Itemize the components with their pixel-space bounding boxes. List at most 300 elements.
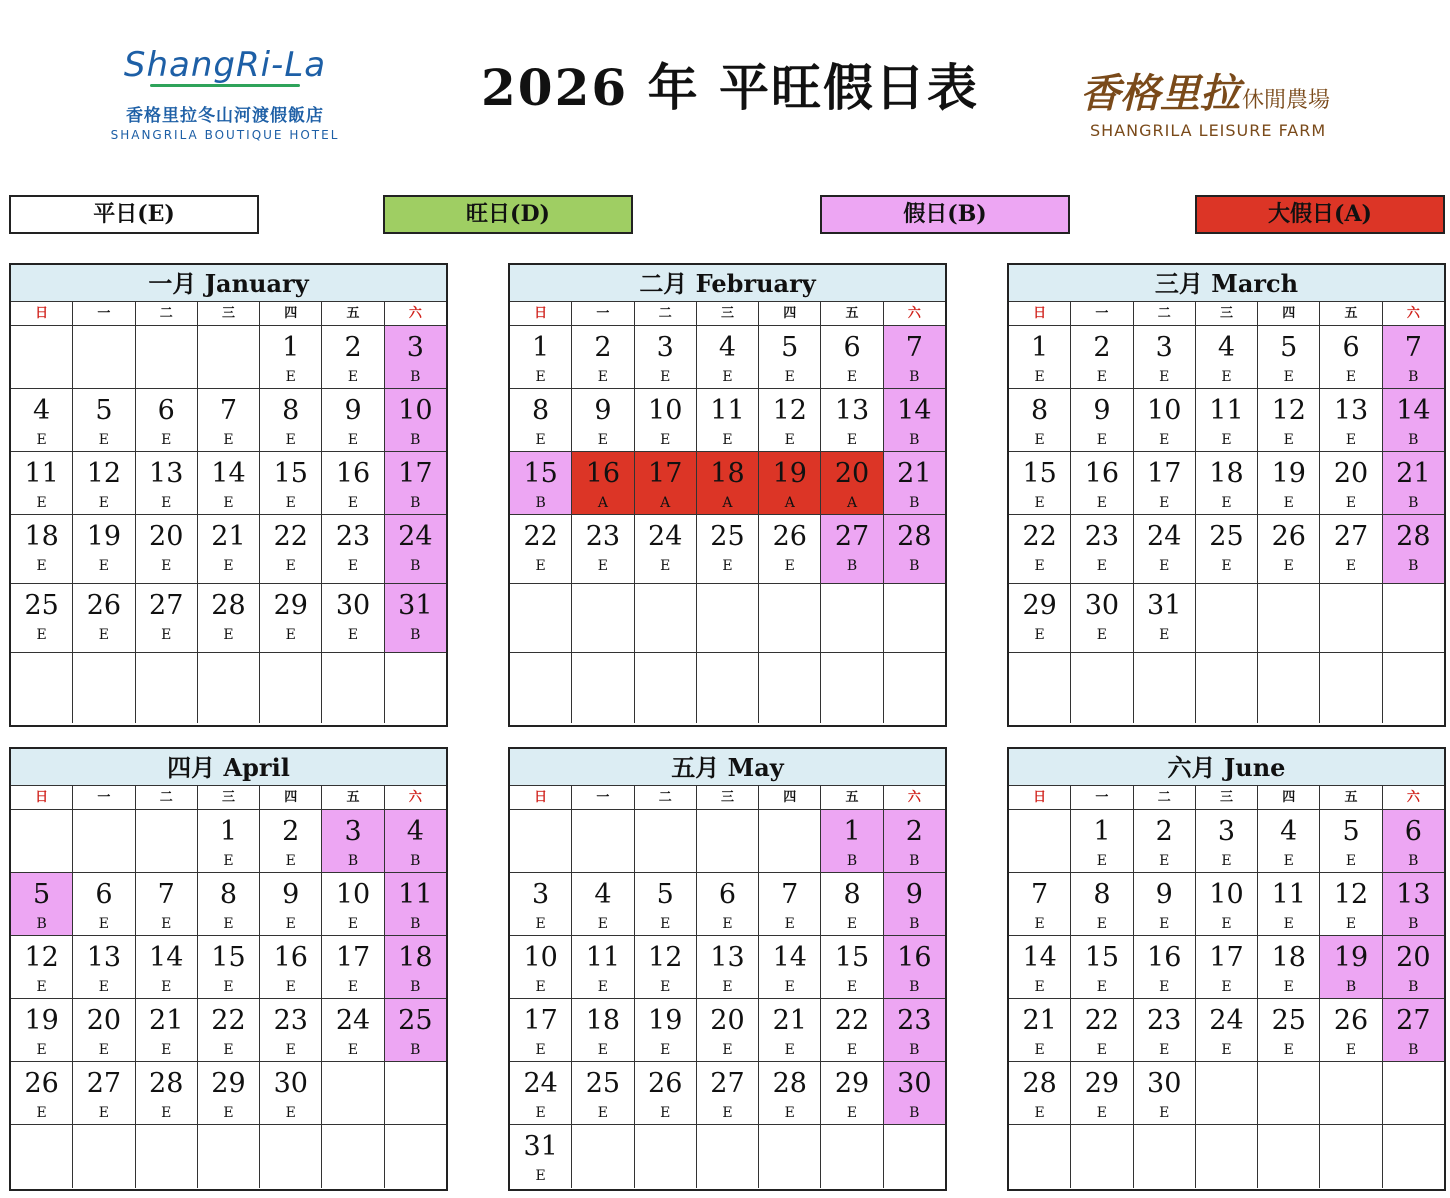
week-row (510, 936, 945, 999)
day-type-code: E (846, 916, 858, 932)
day-cell (1071, 810, 1133, 872)
day-cell (11, 1062, 73, 1124)
weekday-label: 四 (260, 302, 322, 325)
empty-cell (1383, 584, 1444, 652)
day-number: 3 (1155, 332, 1173, 363)
day-type-code: E (98, 916, 110, 932)
day-cell (759, 873, 821, 935)
day-cell (1009, 1062, 1071, 1124)
day-cell (510, 515, 572, 583)
weekday-label: 五 (322, 302, 384, 325)
empty-cell (385, 1062, 446, 1124)
day-cell (260, 515, 322, 583)
day-number: 27 (1396, 1005, 1431, 1036)
day-cell (198, 1062, 260, 1124)
day-type-code: E (1221, 1042, 1232, 1058)
day-number: 3 (656, 332, 674, 363)
day-type-code: E (784, 916, 795, 932)
week-row (11, 810, 446, 873)
week-row (510, 810, 945, 873)
empty-cell (1071, 1125, 1133, 1188)
empty-cell (697, 810, 759, 872)
day-type-code: E (161, 1105, 172, 1121)
day-number: 3 (406, 332, 424, 363)
day-cell (11, 584, 73, 652)
day-cell (759, 389, 821, 451)
day-number: 3 (344, 816, 362, 847)
day-cell (1258, 515, 1320, 583)
empty-cell (73, 1125, 135, 1188)
day-cell (260, 326, 322, 388)
day-cell (1134, 936, 1196, 998)
week-row (11, 653, 446, 723)
empty-cell (1320, 1125, 1382, 1188)
day-number: 27 (1333, 521, 1369, 552)
day-cell (510, 389, 572, 451)
day-cell (322, 873, 384, 935)
weekday-label: 四 (759, 302, 821, 325)
day-cell (510, 452, 572, 514)
day-cell (260, 389, 322, 451)
day-type-code: E (98, 432, 110, 448)
day-cell (1009, 452, 1071, 514)
day-cell (821, 515, 883, 583)
day-type-code: B (909, 558, 920, 574)
empty-cell (759, 1125, 821, 1188)
day-number: 31 (1147, 590, 1182, 621)
day-type-code: E (722, 432, 733, 448)
day-number: 1 (532, 332, 550, 363)
day-type-code: E (784, 1042, 795, 1058)
day-type-code: E (1221, 979, 1232, 995)
day-cell (1258, 936, 1320, 998)
day-number: 7 (157, 879, 175, 910)
day-number: 10 (1147, 395, 1182, 426)
day-type-code: E (347, 369, 359, 385)
day-number: 21 (897, 458, 932, 489)
empty-cell (11, 326, 73, 388)
day-number: 21 (1396, 458, 1431, 489)
day-type-code: E (285, 916, 296, 932)
day-type-code: E (660, 979, 671, 995)
day-number: 24 (1147, 521, 1182, 552)
day-number: 19 (1271, 458, 1306, 489)
day-number: 17 (1209, 942, 1244, 973)
day-number: 31 (398, 590, 433, 621)
day-type-code: B (410, 369, 421, 385)
day-number: 22 (523, 521, 558, 552)
day-type-code: E (223, 627, 234, 643)
day-number: 10 (335, 879, 371, 910)
day-number: 24 (1209, 1005, 1244, 1036)
day-number: 15 (1022, 458, 1057, 489)
day-type-code: E (36, 627, 47, 643)
day-cell (510, 1062, 572, 1124)
day-cell (510, 999, 572, 1061)
day-type-code: B (410, 1042, 421, 1058)
day-type-code: E (347, 495, 359, 511)
day-number: 26 (24, 1068, 59, 1099)
empty-cell (635, 653, 697, 723)
day-number: 16 (1084, 458, 1120, 489)
day-cell (322, 515, 384, 583)
empty-cell (697, 584, 759, 652)
weekday-header (11, 786, 446, 810)
day-number: 9 (905, 879, 923, 910)
day-type-code: E (1096, 495, 1108, 511)
weekday-label: 一 (73, 302, 135, 325)
legend-peak-day: 旺日(D) (383, 195, 633, 234)
day-type-code: E (285, 1105, 296, 1121)
day-number: 16 (1147, 942, 1182, 973)
day-cell (635, 936, 697, 998)
day-cell (1258, 873, 1320, 935)
day-cell (697, 999, 759, 1061)
weekday-label: 日 (1009, 786, 1071, 809)
weekday-header (510, 786, 945, 810)
day-cell (884, 452, 945, 514)
day-type-code: B (1408, 916, 1419, 932)
day-cell (884, 326, 945, 388)
day-type-code: E (535, 1105, 546, 1121)
weekday-label: 五 (821, 786, 883, 809)
day-cell (572, 1062, 634, 1124)
day-type-code: E (285, 853, 296, 869)
day-number: 26 (648, 1068, 683, 1099)
weekday-label: 六 (408, 790, 422, 805)
day-type-code: E (660, 1042, 671, 1058)
day-type-code: A (784, 495, 795, 511)
day-cell (73, 873, 135, 935)
day-type-code: E (1096, 1105, 1108, 1121)
day-type-code: E (597, 979, 609, 995)
day-number: 24 (523, 1068, 558, 1099)
day-cell (385, 873, 446, 935)
weekday-label: 二 (1134, 786, 1196, 809)
hotel-name-cn: 香格里拉冬山河渡假飯店 (126, 106, 324, 126)
day-number: 13 (1333, 395, 1369, 426)
day-type-code: B (410, 432, 421, 448)
day-number: 30 (273, 1068, 308, 1099)
day-type-code: E (285, 979, 296, 995)
day-number: 7 (781, 879, 799, 910)
day-number: 15 (273, 458, 308, 489)
day-type-code: E (722, 916, 733, 932)
day-cell (260, 810, 322, 872)
day-cell (759, 999, 821, 1061)
day-cell (1196, 389, 1258, 451)
day-type-code: E (1283, 432, 1294, 448)
day-number: 25 (1271, 1005, 1306, 1036)
day-type-code: E (223, 979, 234, 995)
empty-cell (635, 1125, 697, 1188)
empty-cell (1258, 1125, 1320, 1188)
day-cell (1196, 452, 1258, 514)
empty-cell (821, 584, 883, 652)
weekday-label: 五 (821, 302, 883, 325)
day-number: 13 (834, 395, 870, 426)
day-type-code: E (1221, 432, 1232, 448)
day-number: 1 (219, 816, 238, 847)
day-type-code: E (1283, 979, 1294, 995)
day-cell (1071, 389, 1133, 451)
day-number: 23 (585, 521, 621, 552)
day-cell (11, 999, 73, 1061)
day-number: 18 (585, 1005, 621, 1036)
day-type-code: E (722, 558, 733, 574)
day-number: 25 (710, 521, 745, 552)
day-type-code: E (535, 1042, 546, 1058)
farm-logo (1080, 62, 1380, 142)
weekday-label: 二 (136, 786, 198, 809)
day-type-code: E (36, 1042, 47, 1058)
empty-cell (136, 326, 198, 388)
empty-cell (1383, 1062, 1444, 1124)
week-row (1009, 936, 1444, 999)
week-row (11, 1062, 446, 1125)
empty-cell (322, 653, 384, 723)
day-number: 11 (398, 879, 433, 910)
day-cell (260, 936, 322, 998)
day-number: 27 (149, 590, 184, 621)
day-cell (260, 1062, 322, 1124)
day-type-code: E (1034, 1105, 1045, 1121)
day-type-code: E (1096, 1042, 1108, 1058)
day-cell (572, 936, 634, 998)
day-type-code: E (223, 916, 234, 932)
day-type-code: B (909, 916, 920, 932)
day-cell (635, 873, 697, 935)
day-type-code: B (1408, 432, 1419, 448)
day-type-code: E (597, 916, 609, 932)
day-number: 9 (594, 395, 612, 426)
day-number: 11 (24, 458, 59, 489)
day-cell (1320, 515, 1382, 583)
day-cell (198, 584, 260, 652)
day-cell (635, 452, 697, 514)
day-cell (821, 873, 883, 935)
week-row (11, 389, 446, 452)
day-cell (1320, 873, 1382, 935)
day-number: 27 (834, 521, 870, 552)
day-number: 6 (1404, 816, 1422, 847)
weekday-header (510, 302, 945, 326)
empty-cell (884, 653, 945, 723)
day-type-code: E (161, 627, 172, 643)
day-type-code: E (161, 495, 172, 511)
day-number: 23 (273, 1005, 308, 1036)
day-type-code: E (1345, 916, 1357, 932)
day-type-code: E (1159, 627, 1170, 643)
day-number: 12 (1333, 879, 1369, 910)
day-type-code: E (1034, 627, 1045, 643)
empty-cell (1320, 584, 1382, 652)
empty-cell (1009, 1125, 1071, 1188)
weekday-label: 六 (907, 306, 921, 321)
day-type-code: E (36, 495, 47, 511)
day-cell (385, 452, 446, 514)
empty-cell (1196, 653, 1258, 723)
week-row (510, 653, 945, 723)
day-number: 4 (1217, 332, 1236, 363)
month-february (508, 263, 947, 727)
day-type-code: E (1159, 853, 1170, 869)
day-cell (322, 810, 384, 872)
week-row (510, 584, 945, 653)
day-cell (1258, 810, 1320, 872)
day-number: 23 (1084, 521, 1120, 552)
day-type-code: E (1221, 558, 1232, 574)
empty-cell (1196, 1062, 1258, 1124)
day-type-code: B (909, 1042, 920, 1058)
day-cell (73, 389, 135, 451)
day-number: 15 (211, 942, 246, 973)
day-number: 13 (710, 942, 745, 973)
day-type-code: E (1345, 558, 1357, 574)
empty-cell (572, 1125, 634, 1188)
month-may (508, 747, 947, 1191)
week-row (11, 873, 446, 936)
empty-cell (759, 653, 821, 723)
day-cell (385, 999, 446, 1061)
day-type-code: B (909, 853, 920, 869)
day-cell (821, 452, 883, 514)
day-type-code: E (535, 916, 546, 932)
empty-cell (1383, 1125, 1444, 1188)
day-type-code: B (909, 1105, 920, 1121)
day-number: 11 (1209, 395, 1244, 426)
day-cell (73, 584, 135, 652)
day-number: 4 (406, 816, 424, 847)
day-type-code: E (98, 1105, 110, 1121)
day-cell (821, 389, 883, 451)
month-april (9, 747, 448, 1191)
day-type-code: E (1096, 979, 1108, 995)
week-row (1009, 584, 1444, 653)
day-type-code: E (1034, 369, 1045, 385)
day-type-code: B (909, 432, 920, 448)
day-type-code: B (909, 369, 920, 385)
day-cell (697, 936, 759, 998)
day-type-code: E (722, 1042, 733, 1058)
week-row (1009, 810, 1444, 873)
hotel-logo (100, 40, 350, 150)
weekday-label: 三 (1196, 786, 1258, 809)
day-number: 24 (335, 1005, 371, 1036)
day-cell (884, 515, 945, 583)
month-title: 四月 April (11, 749, 446, 786)
day-number: 13 (149, 458, 184, 489)
day-type-code: B (1408, 853, 1419, 869)
day-number: 13 (86, 942, 122, 973)
day-number: 19 (648, 1005, 683, 1036)
empty-cell (1196, 584, 1258, 652)
day-cell (11, 873, 73, 935)
day-number: 4 (33, 395, 51, 426)
day-cell (1134, 326, 1196, 388)
day-number: 29 (211, 1068, 246, 1099)
day-cell (1134, 515, 1196, 583)
day-cell (884, 936, 945, 998)
weekday-label: 六 (1406, 306, 1420, 321)
day-type-code: E (36, 432, 47, 448)
day-type-code: B (846, 558, 858, 574)
day-number: 6 (843, 332, 861, 363)
empty-cell (821, 653, 883, 723)
day-type-code: A (722, 495, 733, 511)
empty-cell (1009, 810, 1071, 872)
day-type-code: E (161, 916, 172, 932)
day-cell (198, 873, 260, 935)
day-cell (572, 389, 634, 451)
day-type-code: B (410, 558, 421, 574)
day-type-code: B (909, 979, 920, 995)
day-number: 20 (1333, 458, 1369, 489)
weekday-label: 四 (759, 786, 821, 809)
empty-cell (260, 1125, 322, 1188)
day-number: 6 (157, 395, 175, 426)
day-type-code: E (1159, 979, 1170, 995)
weekday-label: 三 (697, 302, 759, 325)
day-cell (1009, 515, 1071, 583)
day-cell (1009, 873, 1071, 935)
day-cell (136, 999, 198, 1061)
day-cell (198, 515, 260, 583)
weekday-label: 二 (635, 786, 697, 809)
empty-cell (697, 1125, 759, 1188)
week-row (510, 515, 945, 584)
day-cell (385, 584, 446, 652)
day-number: 5 (1342, 816, 1360, 847)
day-number: 25 (1209, 521, 1244, 552)
empty-cell (1320, 1062, 1382, 1124)
empty-cell (136, 1125, 198, 1188)
day-type-code: E (784, 432, 795, 448)
empty-cell (635, 584, 697, 652)
day-cell (385, 389, 446, 451)
month-march (1007, 263, 1446, 727)
day-type-code: E (846, 432, 858, 448)
day-cell (198, 389, 260, 451)
day-number: 2 (1155, 816, 1173, 847)
weekday-header (11, 302, 446, 326)
day-cell (572, 873, 634, 935)
weekday-label: 一 (73, 786, 135, 809)
day-number: 17 (523, 1005, 558, 1036)
day-cell (1071, 936, 1133, 998)
day-type-code: E (1283, 558, 1294, 574)
empty-cell (1134, 653, 1196, 723)
day-type-code: B (410, 627, 421, 643)
week-row (11, 515, 446, 584)
day-number: 12 (24, 942, 59, 973)
day-number: 2 (905, 816, 923, 847)
week-row (1009, 452, 1444, 515)
day-cell (1009, 326, 1071, 388)
weekday-header (1009, 786, 1444, 810)
day-type-code: E (1159, 558, 1170, 574)
day-cell (1071, 999, 1133, 1061)
day-cell (136, 1062, 198, 1124)
day-number: 22 (211, 1005, 246, 1036)
farm-name-cn-small: 休閒農場 (1242, 88, 1331, 113)
day-type-code: B (1408, 1042, 1419, 1058)
empty-cell (759, 810, 821, 872)
farm-name-cn-big: 香格里拉 (1080, 70, 1240, 117)
day-cell (1383, 326, 1444, 388)
day-type-code: E (1283, 916, 1294, 932)
day-cell (1071, 452, 1133, 514)
